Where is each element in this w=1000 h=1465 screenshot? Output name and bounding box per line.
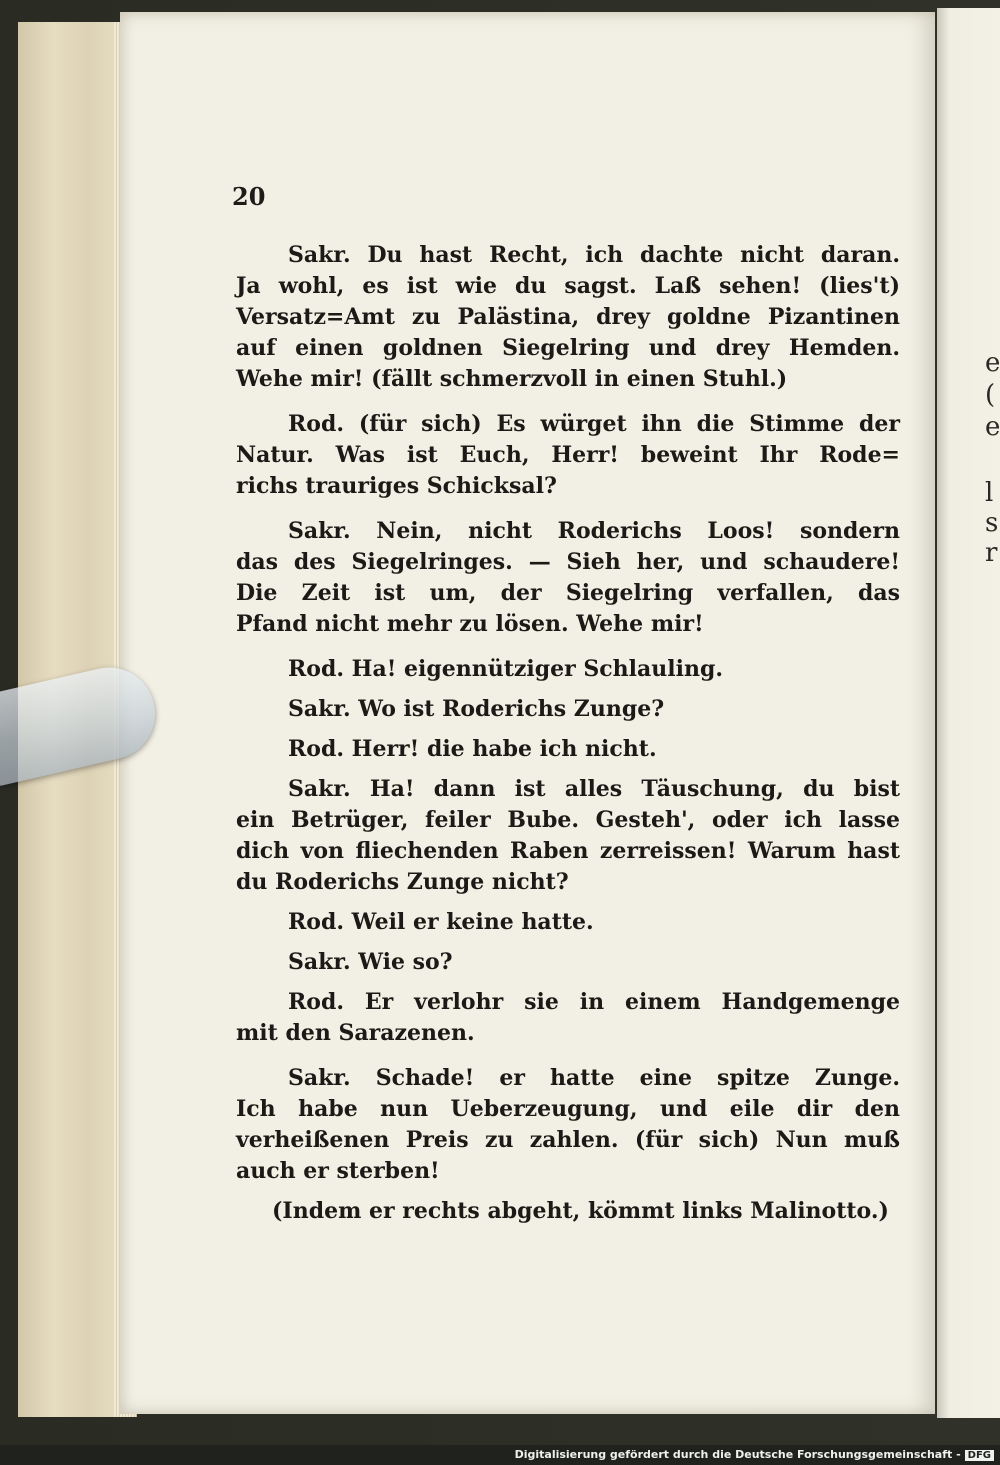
text-line: Sakr. Wo ist Roderichs Zunge? <box>288 696 665 722</box>
text-line: Die Zeit ist um, der Siegelring verfallen, das <box>236 580 900 606</box>
paragraph <box>236 947 900 978</box>
text-line: Sakr. Ha! dann ist alles Täuschung, du bist <box>288 776 900 802</box>
paragraph <box>236 734 900 765</box>
text-line: verheißenen Preis zu zahlen. (für sich) Nun muß <box>236 1127 900 1153</box>
text-line: auf einen goldnen Siegelring und drey Hemden. <box>236 335 900 361</box>
facing-margin-glyph: e <box>985 348 1000 378</box>
paragraph <box>236 774 900 898</box>
text-line: Sakr. Du hast Recht, ich dachte nicht daran. <box>288 242 900 268</box>
facing-margin-glyph: s <box>985 508 999 538</box>
page-number: 20 <box>232 182 266 211</box>
text-line: dich von fliechenden Raben zerreissen! Warum hast <box>236 838 900 864</box>
text-line: Versatz=Amt zu Palästina, drey goldne Pizantinen <box>236 304 900 330</box>
facing-margin-glyph: l <box>985 478 994 508</box>
page-text <box>236 240 900 1241</box>
text-line: Wehe mir! (fällt schmerzvoll in einen Stuhl.) <box>236 366 788 392</box>
paragraph <box>236 654 900 685</box>
digitization-credit <box>515 1448 994 1461</box>
text-line: Ich habe nun Ueberzeugung, und eile dir den <box>236 1096 900 1122</box>
text-line: Natur. Was ist Euch, Herr! beweint Ihr Rode= <box>236 442 900 468</box>
facing-page-edge <box>937 8 1000 1418</box>
text-line: richs trauriges Schicksal? <box>236 473 557 499</box>
text-line: Rod. Herr! die habe ich nicht. <box>288 736 657 762</box>
text-line: Sakr. Nein, nicht Roderichs Loos! sondern <box>288 518 900 544</box>
stage-direction: (Indem er rechts abgeht, kömmt links Malinotto.) <box>272 1198 889 1224</box>
text-line: Rod. (für sich) Es würget ihn die Stimme der <box>288 411 900 437</box>
paragraph <box>236 516 900 640</box>
paragraph <box>236 907 900 938</box>
text-line: das des Siegelringes. — Sieh her, und schaudere! <box>236 549 900 575</box>
text-line: du Roderichs Zunge nicht? <box>236 869 569 895</box>
paragraph <box>236 987 900 1049</box>
text-line: Sakr. Schade! er hatte eine spitze Zunge. <box>288 1065 900 1091</box>
text-line: Ja wohl, es ist wie du sagst. Laß sehen! (lies't) <box>236 273 900 299</box>
paragraph <box>236 1196 900 1227</box>
credit-text: Digitalisierung gefördert durch die Deutsche Forschungsgemeinschaft - <box>514 1448 961 1461</box>
facing-margin-glyph: ( <box>985 380 996 410</box>
text-line: Rod. Weil er keine hatte. <box>288 909 594 935</box>
text-line: auch er sterben! <box>236 1158 440 1184</box>
paragraph <box>236 240 900 395</box>
text-line: ein Betrüger, feiler Bube. Gesteh', oder ich lasse <box>236 807 900 833</box>
text-line: Sakr. Wie so? <box>288 949 453 975</box>
facing-margin-glyph: e <box>985 412 1000 442</box>
text-line: Pfand nicht mehr zu lösen. Wehe mir! <box>236 611 704 637</box>
dfg-logo: DFG <box>965 1450 994 1461</box>
paragraph <box>236 409 900 502</box>
text-line: mit den Sarazenen. <box>236 1020 475 1046</box>
paragraph <box>236 1063 900 1187</box>
text-line: Rod. Er verlohr sie in einem Handgemenge <box>288 989 900 1015</box>
paragraph <box>236 694 900 725</box>
facing-margin-glyph: r <box>985 538 998 568</box>
text-line: Rod. Ha! eigennütziger Schlauling. <box>288 656 724 682</box>
